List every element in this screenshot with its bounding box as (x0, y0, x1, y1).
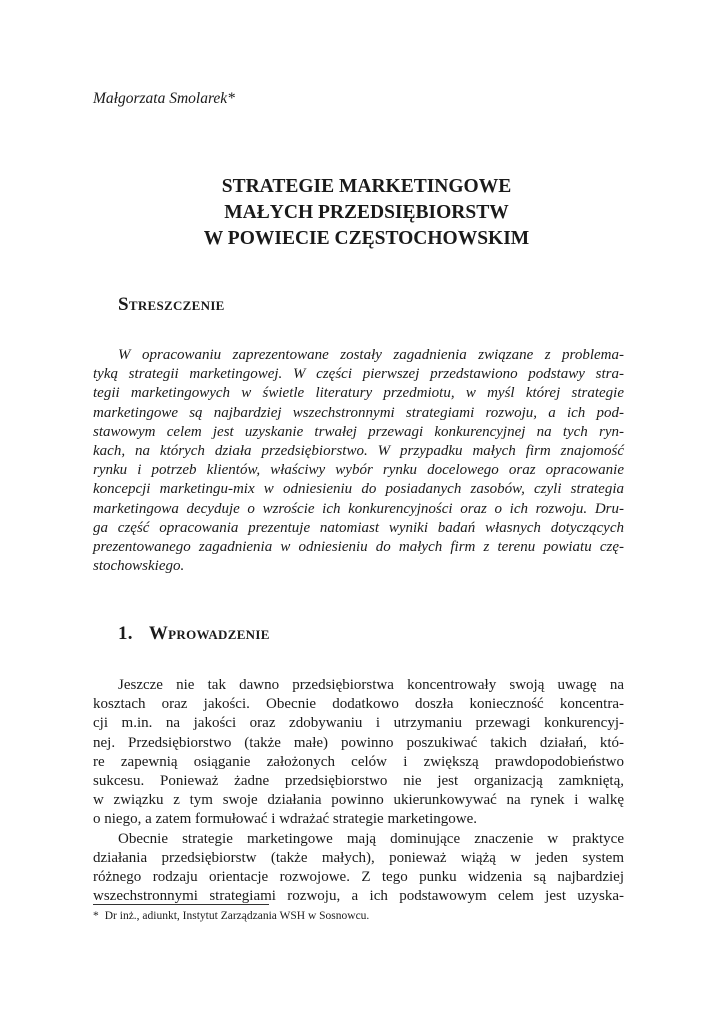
intro-line: nej. Przedsiębiorstwo (także małe) powinno poszukiwać takich działań, któ- (93, 734, 624, 751)
abstract-line: marketingowe są najbardziej wszechstronnymi strategiami rozwoju, a ich pod- (93, 404, 624, 421)
abstract-line: koncepcji marketingu-mix w odniesieniu do posiadanych zasobów, czyli strategia (93, 481, 624, 498)
intro-line: Jeszcze nie tak dawno przedsiębiorstwa koncentrowały swoją uwagę na (118, 677, 624, 693)
intro-line: różnego rodzaju orientacje rozwojowe. Z tego punku widzenia są najbardziej (93, 868, 624, 885)
section-number: 1. (118, 623, 133, 644)
abstract-line: ga część opracowania prezentuje natomiast wyniki badań własnych dotyczących (93, 519, 624, 536)
intro-line: wszechstronnymi strategiami rozwoju, a ich podstawowym celem jest uzyska- (93, 888, 624, 905)
intro-line: o niego, a zatem formułować i wdrażać strategie marketingowe. (93, 811, 478, 828)
author-name: Małgorzata Smolarek* (93, 90, 235, 107)
title-line: STRATEGIE MARKETINGOWE (221, 176, 512, 197)
footnote-text: Dr inż., adiunkt, Instytut Zarządzania WSH w Sosnowcu. (104, 910, 370, 922)
intro-line: działania przedsiębiorstw (także małych), ponieważ wiążą w jeden system (93, 849, 624, 866)
abstract-heading: Streszczenie (118, 294, 225, 315)
abstract-line: W opracowaniu zaprezentowane zostały zagadnienia związane z problema- (118, 347, 624, 363)
abstract-line: stawowym celem jest uzyskanie trwałej przewagi konkurencyjnej na tych ryn- (93, 423, 624, 440)
intro-line: w związku z tym swoje działania powinno ukierunkowywać na rynek i walkę (93, 792, 624, 809)
intro-line: kosztach oraz jakości. Obecnie dodatkowo doszła konieczność koncentra- (93, 696, 624, 713)
abstract-line: prezentowanego zagadnienia w odniesieniu do małych firm z terenu powiatu czę- (93, 538, 624, 555)
abstract-line: kach, na których działa przedsiębiorstwo. W przypadku małych firm znajomość (93, 442, 624, 459)
introduction-body (93, 676, 624, 906)
section-title: Wprowadzenie (148, 623, 270, 644)
footnote (93, 910, 369, 922)
footnote-mark: * (93, 910, 99, 922)
abstract-line: tyką strategii marketingowej. W części pierwszej przedstawiono podstawy stra- (93, 366, 624, 383)
abstract-line: tegii marketingowych w świetle literatury przedmiotu, w myśl której strategie (93, 385, 624, 402)
title-line: MAŁYCH PRZEDSIĘBIORSTW (224, 202, 509, 223)
abstract-line: marketingowa decyduje o wzroście ich konkurencyjności oraz o ich rozwoju. Dru- (93, 500, 624, 517)
abstract-line: rynku i potrzeb klientów, właściwy wybór rynku docelowego oraz opracowanie (93, 462, 624, 479)
abstract-paragraph (93, 346, 624, 576)
introduction-heading (118, 623, 270, 645)
title-line: W POWIECIE CZĘSTOCHOWSKIM (203, 228, 530, 249)
abstract-line: stochowskiego. (93, 558, 185, 575)
paper-title (0, 174, 719, 252)
intro-line: sukcesu. Ponieważ żadne przedsiębiorstwo nie jest organizacją zamkniętą, (93, 772, 624, 789)
footnote-divider (93, 904, 269, 905)
intro-line: Obecnie strategie marketingowe mają dominujące znaczenie w praktyce (118, 830, 624, 847)
intro-line: re zapewnią osiąganie założonych celów i zwiększą prawdopodobieństwo (93, 753, 624, 770)
intro-line: cji m.in. na jakości oraz zdobywaniu i utrzymaniu przewagi konkurencyj- (93, 715, 624, 732)
